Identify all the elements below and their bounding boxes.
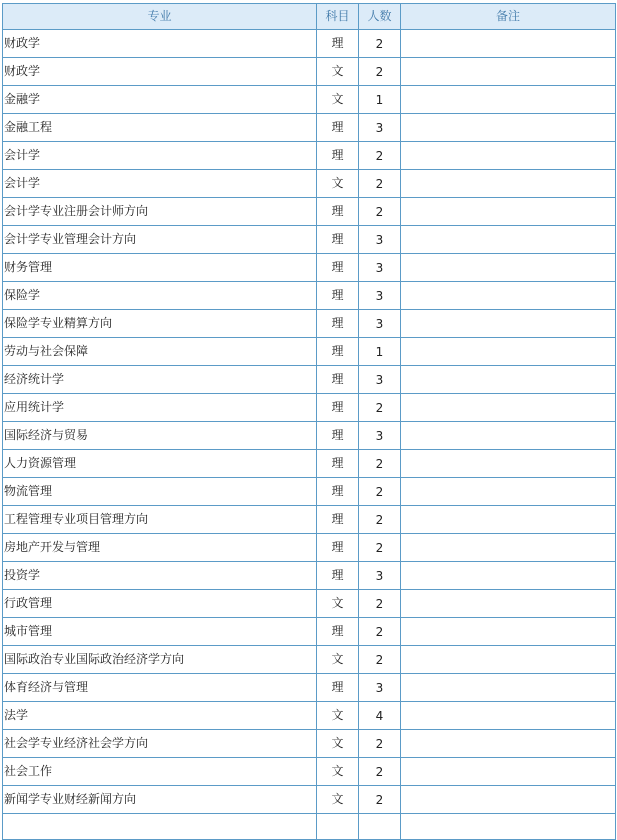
header-remark: 备注 — [401, 4, 616, 30]
subject-cell: 理 — [317, 366, 359, 394]
table-row — [3, 702, 616, 730]
major-cell: 国际经济与贸易 — [3, 422, 317, 450]
major-cell: 城市管理 — [3, 618, 317, 646]
count-cell: 1 — [359, 86, 401, 114]
count-cell — [359, 814, 401, 840]
remark-cell — [401, 450, 616, 478]
remark-cell — [401, 646, 616, 674]
subject-cell: 文 — [317, 730, 359, 758]
count-cell: 1 — [359, 338, 401, 366]
remark-cell — [401, 702, 616, 730]
major-cell: 物流管理 — [3, 478, 317, 506]
count-cell: 2 — [359, 450, 401, 478]
count-cell: 3 — [359, 310, 401, 338]
major-cell: 会计学 — [3, 170, 317, 198]
header-major: 专业 — [3, 4, 317, 30]
table-row — [3, 814, 616, 840]
major-cell: 人力资源管理 — [3, 450, 317, 478]
table-row — [3, 506, 616, 534]
major-cell: 金融工程 — [3, 114, 317, 142]
subject-cell: 文 — [317, 170, 359, 198]
count-cell: 2 — [359, 394, 401, 422]
subject-cell: 文 — [317, 758, 359, 786]
subject-cell: 文 — [317, 646, 359, 674]
remark-cell — [401, 758, 616, 786]
table-row — [3, 198, 616, 226]
remark-cell — [401, 506, 616, 534]
remark-cell — [401, 590, 616, 618]
table-row — [3, 282, 616, 310]
table-row — [3, 310, 616, 338]
subject-cell: 理 — [317, 450, 359, 478]
major-cell: 工程管理专业项目管理方向 — [3, 506, 317, 534]
count-cell: 2 — [359, 730, 401, 758]
subject-cell: 文 — [317, 702, 359, 730]
remark-cell — [401, 254, 616, 282]
remark-cell — [401, 422, 616, 450]
table-row — [3, 366, 616, 394]
count-cell: 2 — [359, 646, 401, 674]
count-cell: 3 — [359, 674, 401, 702]
subject-cell: 理 — [317, 534, 359, 562]
major-cell: 会计学 — [3, 142, 317, 170]
count-cell: 2 — [359, 142, 401, 170]
subject-cell: 理 — [317, 338, 359, 366]
count-cell: 2 — [359, 478, 401, 506]
subject-cell: 文 — [317, 590, 359, 618]
table-row — [3, 58, 616, 86]
table-row — [3, 114, 616, 142]
subject-cell: 理 — [317, 394, 359, 422]
remark-cell — [401, 58, 616, 86]
remark-cell — [401, 534, 616, 562]
subject-cell: 理 — [317, 114, 359, 142]
table-row — [3, 758, 616, 786]
subject-cell: 文 — [317, 786, 359, 814]
table-row — [3, 478, 616, 506]
count-cell: 3 — [359, 226, 401, 254]
table-row — [3, 786, 616, 814]
remark-cell — [401, 86, 616, 114]
subject-cell: 理 — [317, 254, 359, 282]
count-cell: 2 — [359, 30, 401, 58]
remark-cell — [401, 310, 616, 338]
table-row — [3, 590, 616, 618]
count-cell: 2 — [359, 198, 401, 226]
major-cell: 法学 — [3, 702, 317, 730]
table-row — [3, 534, 616, 562]
remark-cell — [401, 562, 616, 590]
major-cell: 行政管理 — [3, 590, 317, 618]
major-cell — [3, 814, 317, 840]
major-cell: 社会工作 — [3, 758, 317, 786]
remark-cell — [401, 786, 616, 814]
count-cell: 2 — [359, 506, 401, 534]
count-cell: 4 — [359, 702, 401, 730]
table-row — [3, 730, 616, 758]
table-header-row — [3, 4, 616, 30]
table-row — [3, 674, 616, 702]
count-cell: 2 — [359, 534, 401, 562]
major-cell: 应用统计学 — [3, 394, 317, 422]
subject-cell: 理 — [317, 618, 359, 646]
subject-cell: 理 — [317, 30, 359, 58]
remark-cell — [401, 114, 616, 142]
count-cell: 3 — [359, 282, 401, 310]
major-cell: 会计学专业管理会计方向 — [3, 226, 317, 254]
subject-cell: 理 — [317, 226, 359, 254]
remark-cell — [401, 478, 616, 506]
table-row — [3, 422, 616, 450]
remark-cell — [401, 338, 616, 366]
subject-cell: 理 — [317, 422, 359, 450]
subject-cell: 理 — [317, 198, 359, 226]
table-row — [3, 86, 616, 114]
remark-cell — [401, 366, 616, 394]
quota-table-container — [2, 3, 615, 840]
count-cell: 3 — [359, 422, 401, 450]
major-cell: 新闻学专业财经新闻方向 — [3, 786, 317, 814]
count-cell: 2 — [359, 786, 401, 814]
subject-cell: 文 — [317, 58, 359, 86]
remark-cell — [401, 226, 616, 254]
subject-cell: 文 — [317, 86, 359, 114]
major-cell: 房地产开发与管理 — [3, 534, 317, 562]
remark-cell — [401, 814, 616, 840]
quota-table — [2, 3, 616, 840]
count-cell: 2 — [359, 590, 401, 618]
subject-cell: 理 — [317, 282, 359, 310]
table-row — [3, 394, 616, 422]
table-row — [3, 30, 616, 58]
major-cell: 社会学专业经济社会学方向 — [3, 730, 317, 758]
major-cell: 保险学 — [3, 282, 317, 310]
table-row — [3, 562, 616, 590]
major-cell: 国际政治专业国际政治经济学方向 — [3, 646, 317, 674]
remark-cell — [401, 394, 616, 422]
table-body — [3, 30, 616, 840]
subject-cell: 理 — [317, 506, 359, 534]
major-cell: 经济统计学 — [3, 366, 317, 394]
major-cell: 金融学 — [3, 86, 317, 114]
major-cell: 劳动与社会保障 — [3, 338, 317, 366]
subject-cell: 理 — [317, 562, 359, 590]
major-cell: 投资学 — [3, 562, 317, 590]
subject-cell: 理 — [317, 142, 359, 170]
count-cell: 2 — [359, 758, 401, 786]
count-cell: 3 — [359, 366, 401, 394]
count-cell: 2 — [359, 58, 401, 86]
remark-cell — [401, 198, 616, 226]
remark-cell — [401, 30, 616, 58]
table-row — [3, 226, 616, 254]
table-row — [3, 338, 616, 366]
subject-cell — [317, 814, 359, 840]
table-row — [3, 142, 616, 170]
remark-cell — [401, 674, 616, 702]
remark-cell — [401, 170, 616, 198]
remark-cell — [401, 730, 616, 758]
major-cell: 保险学专业精算方向 — [3, 310, 317, 338]
subject-cell: 理 — [317, 674, 359, 702]
subject-cell: 理 — [317, 310, 359, 338]
count-cell: 3 — [359, 114, 401, 142]
remark-cell — [401, 142, 616, 170]
header-subject: 科目 — [317, 4, 359, 30]
count-cell: 3 — [359, 562, 401, 590]
count-cell: 2 — [359, 170, 401, 198]
table-row — [3, 170, 616, 198]
subject-cell: 理 — [317, 478, 359, 506]
remark-cell — [401, 618, 616, 646]
table-row — [3, 618, 616, 646]
table-row — [3, 254, 616, 282]
count-cell: 2 — [359, 618, 401, 646]
remark-cell — [401, 282, 616, 310]
major-cell: 会计学专业注册会计师方向 — [3, 198, 317, 226]
table-row — [3, 646, 616, 674]
header-count: 人数 — [359, 4, 401, 30]
major-cell: 财务管理 — [3, 254, 317, 282]
count-cell: 3 — [359, 254, 401, 282]
major-cell: 财政学 — [3, 30, 317, 58]
major-cell: 财政学 — [3, 58, 317, 86]
table-row — [3, 450, 616, 478]
major-cell: 体育经济与管理 — [3, 674, 317, 702]
